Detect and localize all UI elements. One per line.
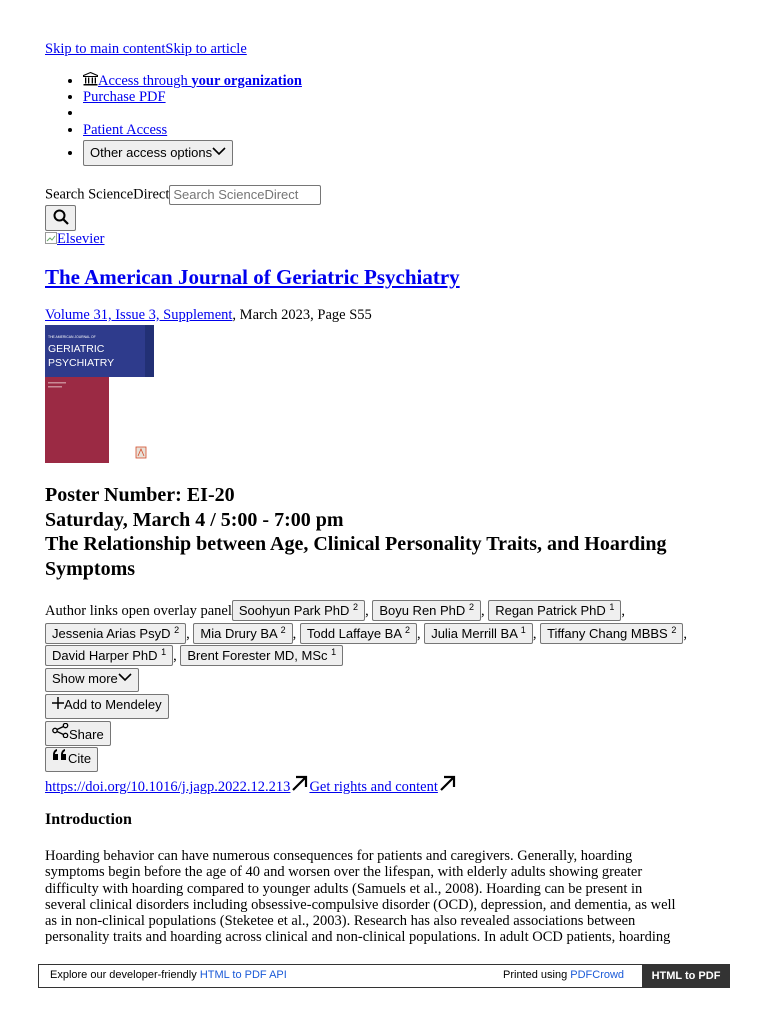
author-affiliation: 2 bbox=[280, 624, 286, 635]
author-affiliation: 1 bbox=[161, 647, 167, 657]
author-button[interactable] bbox=[232, 600, 365, 621]
paragraph-line: Hoarding behavior can have numerous consequences for patients and caregivers. Generally, hoarding bbox=[45, 848, 633, 864]
mendeley-label: Add to Mendeley bbox=[64, 697, 162, 712]
list-item bbox=[83, 89, 302, 105]
rights-link[interactable] bbox=[309, 779, 456, 795]
article-title: The Relationship between Age, Clinical Personality Traits, and Hoarding Symptoms bbox=[45, 533, 667, 580]
journal-title bbox=[45, 265, 460, 290]
external-link-icon bbox=[290, 775, 309, 792]
access-options-list bbox=[45, 72, 302, 166]
volume-info bbox=[45, 307, 372, 324]
poster-number: Poster Number: EI-20 bbox=[45, 484, 235, 506]
broken-image-icon bbox=[45, 232, 57, 244]
author-affiliation: 1 bbox=[331, 647, 337, 657]
share-button[interactable] bbox=[45, 721, 111, 746]
elsevier-logo-alt[interactable]: Elsevier bbox=[57, 231, 105, 247]
author-name: Mia Drury BA bbox=[200, 625, 277, 641]
chevron-down-icon bbox=[212, 146, 226, 156]
pdfcrowd-footer bbox=[38, 964, 730, 988]
author-affiliation: 1 bbox=[609, 602, 615, 612]
patient-access-link[interactable]: Patient Access bbox=[83, 121, 168, 138]
rights-text: Get rights and content bbox=[309, 779, 438, 795]
author-affiliation: 2 bbox=[671, 624, 677, 635]
footer-explore-text: Explore our developer-friendly bbox=[50, 969, 200, 981]
volume-issue-link[interactable]: Volume 31, Issue 3, Supplement bbox=[45, 307, 233, 323]
paragraph-line: difficulty with hoarding compared to younger adults (Samuels et al., 2008). Hoarding can be present in bbox=[45, 880, 643, 897]
html-to-pdf-api-link[interactable]: HTML to PDF API bbox=[199, 969, 287, 981]
section-heading-introduction: Introduction bbox=[45, 811, 132, 828]
author-name: Brent Forester MD, MSc bbox=[187, 648, 328, 663]
cite-label: Cite bbox=[68, 751, 92, 766]
issue-date-page: , March 2023, Page S55 bbox=[232, 307, 372, 323]
other-access-label: Other access options bbox=[90, 144, 213, 160]
author-button[interactable] bbox=[180, 645, 343, 666]
author-affiliation: 2 bbox=[174, 624, 180, 635]
author-name: Regan Patrick PhD bbox=[495, 603, 606, 618]
doi-text: https://doi.org/10.1016/j.jagp.2022.12.213 bbox=[45, 779, 291, 795]
article-heading bbox=[45, 483, 705, 581]
doi-row bbox=[45, 775, 457, 796]
skip-to-main-link[interactable]: Skip to main content bbox=[45, 41, 166, 57]
chevron-down-icon bbox=[118, 672, 132, 682]
author-button[interactable] bbox=[540, 623, 683, 644]
footer-printed-text: Printed using bbox=[503, 969, 571, 981]
paragraph-line: several clinical disorders including obsessive-compulsive disorder (OCD), depression, and dementia, as well bbox=[45, 896, 676, 913]
share-icon bbox=[52, 723, 69, 738]
author-links-label: Author links open overlay panel bbox=[45, 603, 232, 619]
author-name: David Harper PhD bbox=[52, 648, 158, 663]
journal-title-link[interactable]: The American Journal of Geriatric Psychiatry bbox=[45, 265, 460, 289]
plus-icon bbox=[52, 697, 64, 709]
share-label: Share bbox=[69, 727, 104, 742]
search-button[interactable] bbox=[45, 205, 76, 231]
author-button[interactable] bbox=[424, 623, 533, 644]
access-through-organization-link[interactable] bbox=[83, 73, 302, 89]
author-name: Jessenia Arias PsyD bbox=[52, 625, 171, 641]
elsevier-logo[interactable] bbox=[45, 231, 105, 248]
author-button[interactable] bbox=[193, 623, 292, 644]
cover-line3: PSYCHIATRY bbox=[48, 357, 115, 369]
footer-printed bbox=[503, 969, 624, 981]
author-button[interactable] bbox=[45, 623, 186, 644]
author-button[interactable] bbox=[372, 600, 481, 621]
paragraph-line: as in non-clinical populations (Steketee et al., 2003). Research has also revealed associations between bbox=[45, 913, 636, 930]
author-list: Author links open overlay panel Soohyun Park PhD $^2$ , Boyu Ren PhD $^2$ , Regan Patrick PhD $^1$ , Jessenia Arias PsyD $^2$ , Mia Drury BA $^2$ , Todd Laffaye BA $^2$ , Julia Merrill BA $^1$ , Tiffany Chang MBBS $^2$ , David Harper PhD $^1$ , Brent Forester MD, MSc $^1$ bbox=[45, 602, 687, 664]
search-icon bbox=[53, 209, 69, 225]
author-affiliation: 2 bbox=[404, 624, 410, 635]
search-row bbox=[45, 185, 321, 205]
skip-links bbox=[45, 41, 247, 58]
author-name: Soohyun Park PhD bbox=[238, 603, 350, 618]
skip-to-article-link[interactable]: Skip to article bbox=[165, 41, 247, 57]
poster-session: Saturday, March 4 / 5:00 - 7:00 pm bbox=[45, 508, 344, 531]
access-organization-text: your organization bbox=[191, 73, 302, 89]
purchase-pdf-link[interactable]: Purchase PDF bbox=[83, 89, 166, 106]
list-item-empty bbox=[83, 105, 302, 121]
add-to-mendeley-button[interactable] bbox=[45, 694, 169, 719]
list-item bbox=[83, 122, 302, 138]
show-more-label: Show more bbox=[52, 671, 118, 686]
list-item bbox=[83, 72, 302, 89]
author-button[interactable] bbox=[488, 600, 621, 621]
author-affiliation: 2 bbox=[353, 602, 359, 612]
institution-icon bbox=[83, 72, 98, 86]
author-affiliation: 1 bbox=[520, 624, 526, 635]
doi-link[interactable] bbox=[45, 779, 309, 795]
author-name: Julia Merrill BA bbox=[431, 625, 518, 641]
author-name: Todd Laffaye BA bbox=[306, 625, 402, 641]
author-name: Tiffany Chang MBBS bbox=[547, 625, 668, 641]
other-access-options-button[interactable] bbox=[83, 140, 233, 166]
search-input[interactable]: Search ScienceDirect bbox=[169, 185, 321, 205]
show-more-button[interactable] bbox=[45, 668, 139, 692]
introduction-paragraph bbox=[45, 848, 721, 946]
footer-explore bbox=[50, 969, 287, 981]
author-affiliation: 2 bbox=[468, 602, 474, 612]
access-prefix-text: Access through bbox=[98, 73, 192, 89]
cover-line1: THE AMERICAN JOURNAL OF bbox=[48, 335, 96, 339]
cite-button[interactable] bbox=[45, 747, 98, 772]
search-label: Search ScienceDirect bbox=[45, 186, 170, 203]
html-to-pdf-button[interactable]: HTML to PDF bbox=[642, 964, 730, 988]
paragraph-line: personality traits and hoarding across clinical and non-clinical populations. In adult OCD patients, hoarding bbox=[45, 929, 671, 946]
journal-cover-image[interactable] bbox=[45, 325, 154, 463]
paragraph-line: symptoms begin before the age of 40 and worsen over the lifespan, with elderly adults showing greater bbox=[45, 864, 643, 881]
author-button[interactable] bbox=[45, 645, 173, 666]
author-name: Boyu Ren PhD bbox=[379, 603, 466, 618]
author-button[interactable] bbox=[300, 623, 417, 644]
pdfcrowd-link[interactable]: PDFCrowd bbox=[570, 969, 625, 981]
quote-icon bbox=[52, 749, 68, 762]
external-link-icon bbox=[438, 775, 457, 792]
cover-line2: GERIATRIC bbox=[48, 343, 105, 355]
list-item bbox=[83, 140, 302, 166]
